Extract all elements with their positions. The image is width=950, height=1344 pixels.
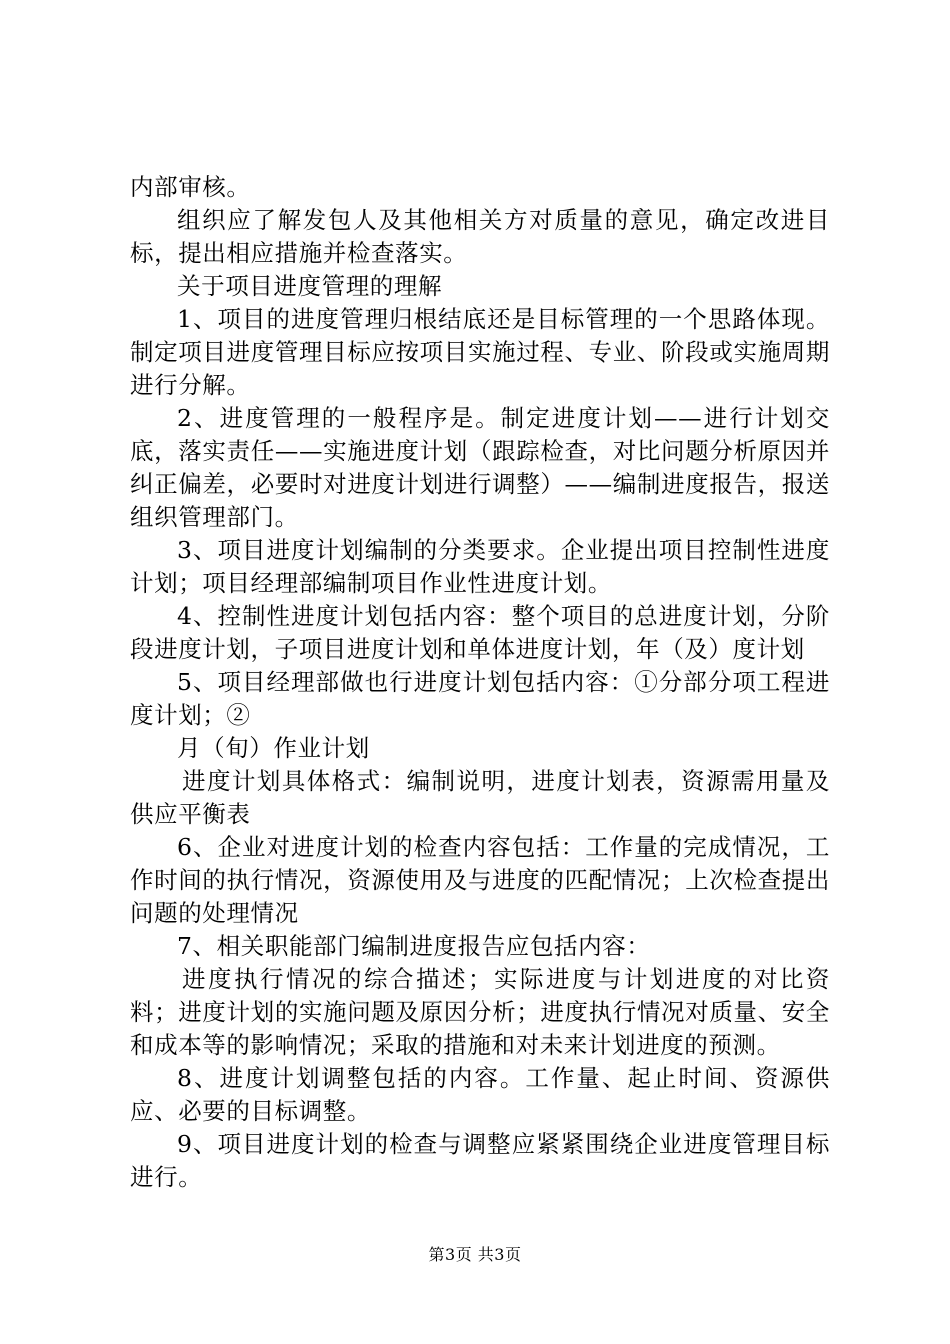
paragraph-item-9: 9、项目进度计划的检查与调整应紧紧围绕企业进度管理目标进行。 bbox=[130, 1130, 830, 1191]
section-heading-schedule-management: 关于项目进度管理的理解 bbox=[177, 272, 443, 300]
paragraph-internal-audit: 内部审核。 bbox=[130, 173, 251, 201]
paragraph-plan-format: 进度计划具体格式：编制说明，进度计划表，资源需用量及供应平衡表 bbox=[130, 767, 830, 828]
document-body bbox=[130, 171, 830, 1194]
paragraph-item-1: 1、项目的进度管理归根结底还是目标管理的一个思路体现。制定项目进度管理目标应按项目实施过程、专业、阶段或实施周期进行分解。 bbox=[130, 305, 830, 399]
paragraph-item-3: 3、项目进度计划编制的分类要求。企业提出项目控制性进度计划；项目经理部编制项目作业性进度计划。 bbox=[130, 536, 830, 597]
paragraph-item-8: 8、进度计划调整包括的内容。工作量、起止时间、资源供应、必要的目标调整。 bbox=[130, 1064, 830, 1125]
paragraph-item-7: 7、相关职能部门编制进度报告应包括内容： bbox=[177, 932, 651, 960]
paragraph-item-2: 2、进度管理的一般程序是。制定进度计划——进行计划交底，落实责任——实施进度计划（跟踪检查，对比问题分析原因并纠正偏差，必要时对进度计划进行调整）——编制进度报告，报送组织管理部门。 bbox=[130, 404, 830, 531]
page-footer bbox=[0, 1245, 950, 1265]
paragraph-item-4: 4、控制性进度计划包括内容：整个项目的总进度计划，分阶段进度计划，子项目进度计划和单体进度计划，年（及）度计划 bbox=[130, 602, 830, 663]
page-number-label: 第3页 共3页 bbox=[428, 1245, 522, 1264]
paragraph-item-6: 6、企业对进度计划的检查内容包括：工作量的完成情况，工作时间的执行情况，资源使用及与进度的匹配情况；上次检查提出问题的处理情况 bbox=[130, 833, 830, 927]
paragraph-monthly-plan: 月（旬）作业计划 bbox=[177, 734, 370, 762]
paragraph-quality-improvement: 组织应了解发包人及其他相关方对质量的意见，确定改进目标，提出相应措施并检查落实。 bbox=[130, 206, 830, 267]
paragraph-item-5: 5、项目经理部做也行进度计划包括内容：①分部分项工程进度计划；② bbox=[130, 668, 830, 729]
paragraph-report-contents: 进度执行情况的综合描述；实际进度与计划进度的对比资料；进度计划的实施问题及原因分析；进度执行情况对质量、安全和成本等的影响情况；采取的措施和对未来计划进度的预测。 bbox=[130, 965, 830, 1059]
